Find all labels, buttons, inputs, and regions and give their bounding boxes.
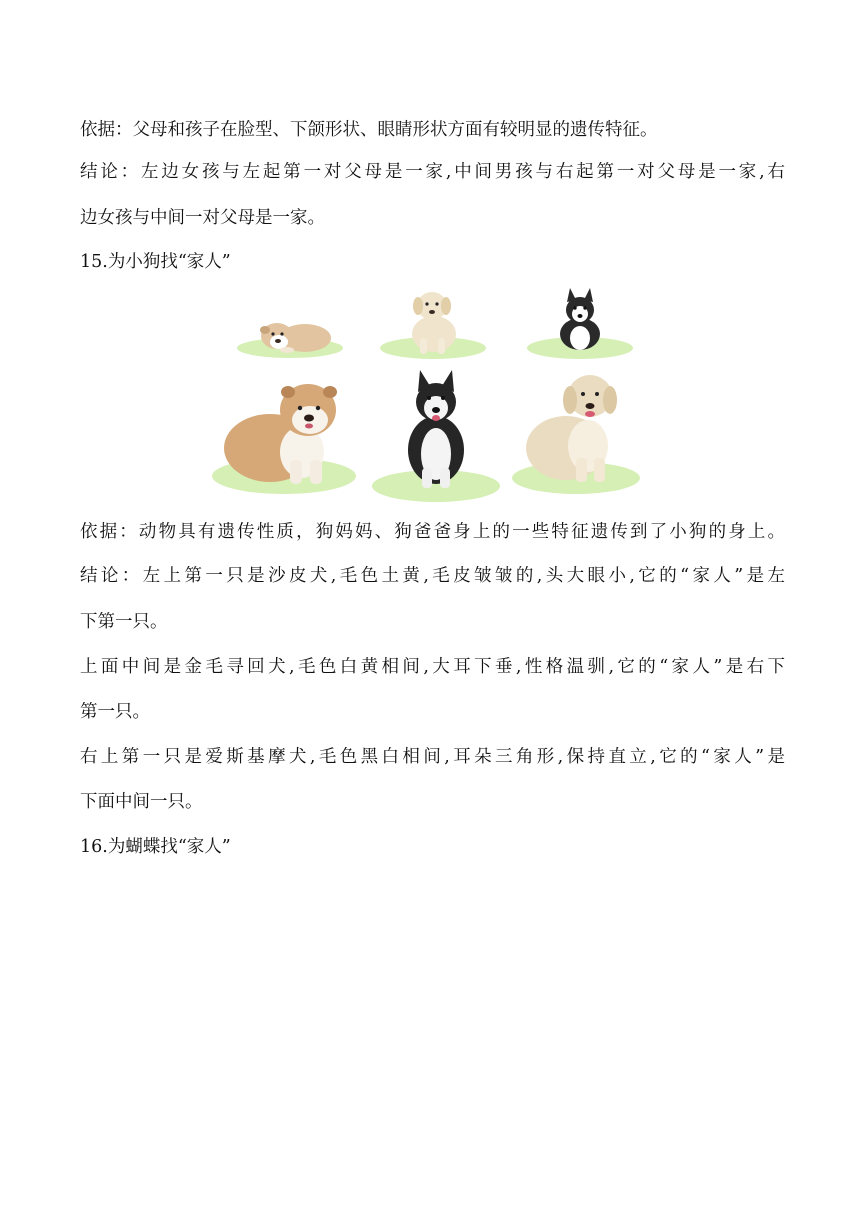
adult-bulldog-image: [210, 374, 358, 496]
basis-text-1: 依据：父母和孩子在脸型、下颌形状、眼睛形状方面有较明显的遗传特征。: [80, 120, 658, 140]
conclusion-text-1: 结论：左边女孩与左起第一对父母是一家,中间男孩与右起第一对父母是一家,右: [80, 162, 785, 182]
husky-text: 右上第一只是爱斯基摩犬,毛色黑白相间,耳朵三角形,保持直立,它的“家人”是: [80, 747, 785, 767]
conclusion-text-1-cont: 边女孩与中间一对父母是一家。: [80, 208, 325, 228]
conclusion-text-2-cont: 下第一只。: [80, 612, 168, 632]
conclusion-text-2: 结论：左上第一只是沙皮犬,毛色土黄,毛皮皱皱的,头大眼小,它的“家人”是左: [80, 566, 785, 586]
puppy-golden-image: [378, 286, 488, 364]
adult-husky-image: [370, 368, 502, 504]
dog-figure: [205, 282, 665, 507]
basis-text-2: 依据：动物具有遗传性质，狗妈妈、狗爸爸身上的一些特征遗传到了小狗的身上。: [80, 522, 785, 542]
adult-golden-image: [510, 366, 642, 498]
husky-text-cont: 下面中间一只。: [80, 792, 203, 812]
question-16-heading: 16.为蝴蝶找“家人”: [80, 837, 231, 857]
puppy-bulldog-image: [235, 302, 345, 362]
puppy-husky-image: [525, 288, 635, 364]
golden-retriever-text-cont: 第一只。: [80, 702, 150, 722]
question-15-heading: 15.为小狗找“家人”: [80, 252, 231, 272]
golden-retriever-text: 上面中间是金毛寻回犬,毛色白黄相间,大耳下垂,性格温驯,它的“家人”是右下: [80, 657, 785, 677]
